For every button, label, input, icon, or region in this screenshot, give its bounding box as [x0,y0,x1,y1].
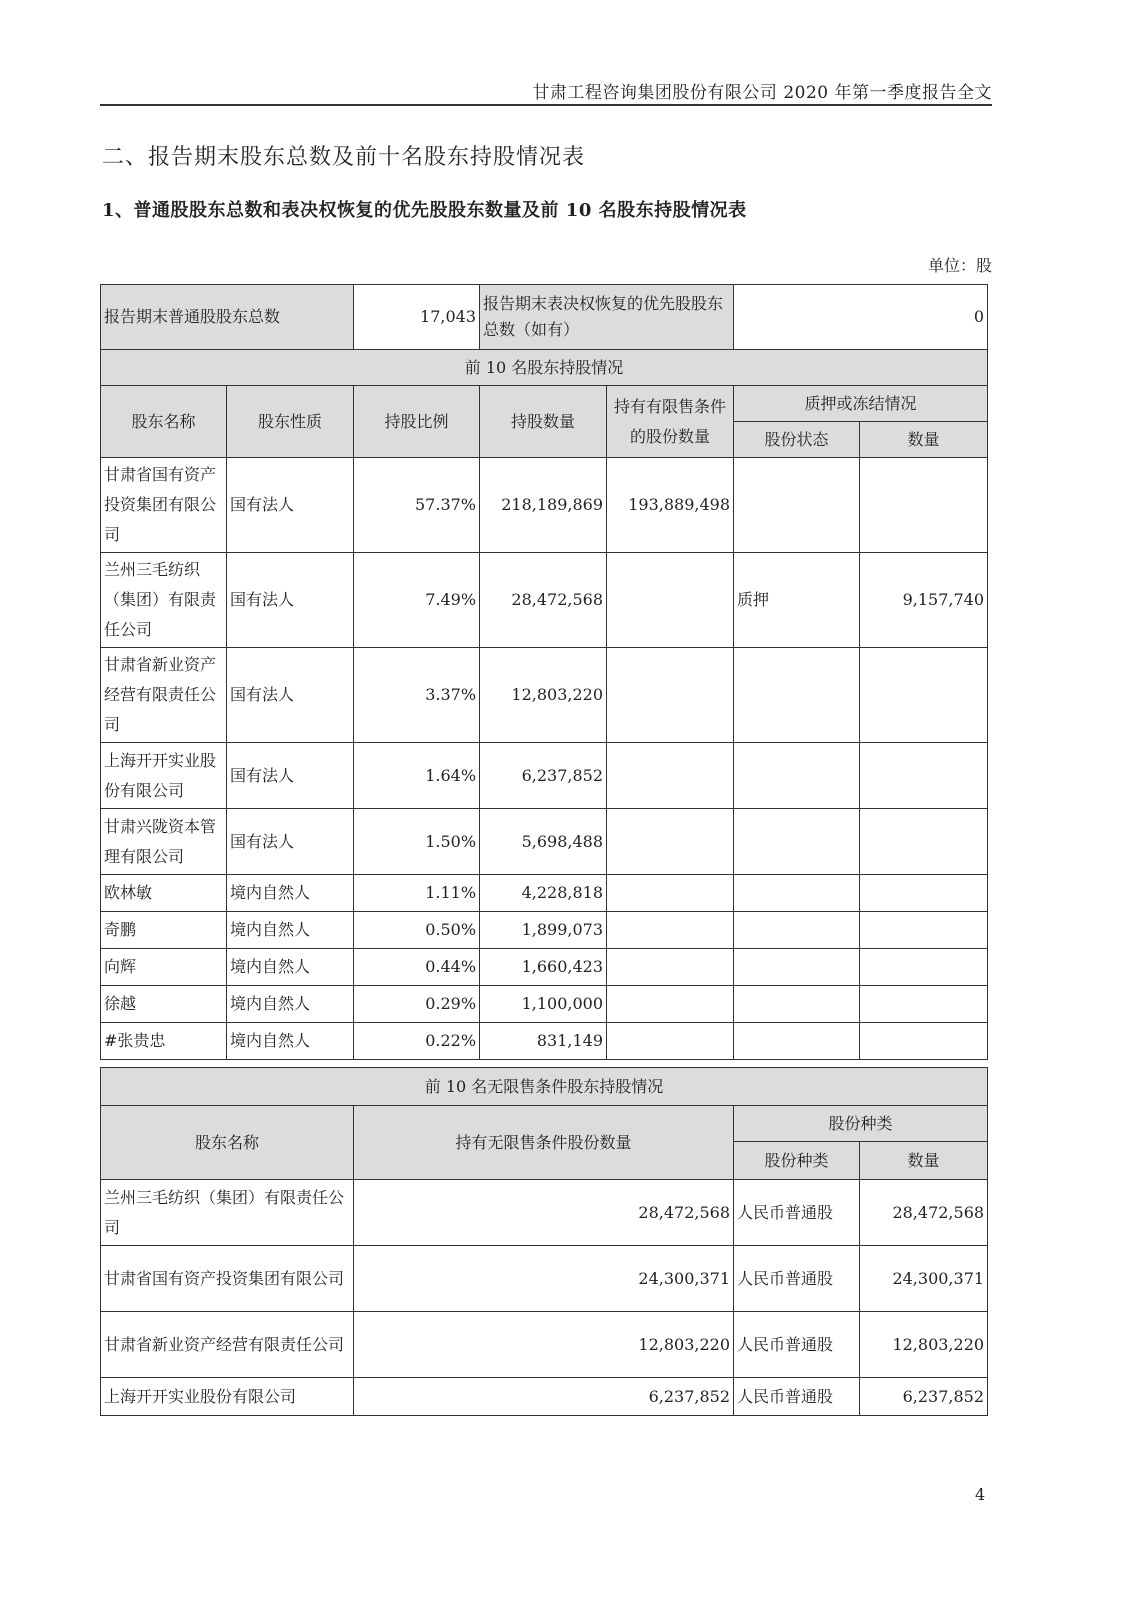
cell-quantity: 218,189,869 [480,458,607,553]
cell-ratio: 0.50% [354,912,480,949]
section-title: 二、报告期末股东总数及前十名股东持股情况表 [102,145,586,170]
shareholder-row [101,743,988,809]
unrestricted-row [101,1246,988,1312]
cell-name: 欧林敏 [101,875,227,912]
cell-nature: 国有法人 [227,809,354,875]
cell-quantity: 1,899,073 [480,912,607,949]
unrestricted-row [101,1378,988,1416]
header-divider [100,104,992,106]
shareholder-row [101,875,988,912]
shareholder-row [101,809,988,875]
cell-status [734,1023,860,1060]
top10-title: 前 10 名股东持股情况 [101,350,988,386]
cell-restricted [607,875,734,912]
cell-quantity: 28,472,568 [354,1180,734,1246]
col-header-nature: 股东性质 [227,386,354,458]
cell-nature: 国有法人 [227,743,354,809]
cell-restricted [607,1023,734,1060]
cell-status [734,648,860,743]
cell-type: 人民币普通股 [734,1312,860,1378]
shareholder-row [101,458,988,553]
cell-name: 兰州三毛纺织（集团）有限责任公司 [101,1180,354,1246]
cell-restricted [607,912,734,949]
cell-nature: 境内自然人 [227,1023,354,1060]
cell-nature: 境内自然人 [227,986,354,1023]
unrestricted-row [101,1180,988,1246]
shareholder-row [101,648,988,743]
cell-quantity: 1,660,423 [480,949,607,986]
cell-name: 甘肃省国有资产投资集团有限公司 [101,458,227,553]
cell-pledge-qty [860,912,988,949]
cell-type: 人民币普通股 [734,1180,860,1246]
cell-ratio: 0.22% [354,1023,480,1060]
cell-pledge-qty [860,1023,988,1060]
cell-status [734,875,860,912]
cell-restricted [607,743,734,809]
shareholder-row [101,949,988,986]
unrestricted-shareholders-table [100,1067,988,1416]
cell-ratio: 0.44% [354,949,480,986]
col-header-pledge-group: 质押或冻结情况 [734,386,988,422]
cell-ratio: 1.50% [354,809,480,875]
page-number: 4 [975,1485,986,1504]
unrestricted-header-type: 股份种类 [734,1142,860,1180]
cell-quantity: 24,300,371 [354,1246,734,1312]
col-header-quantity: 持股数量 [480,386,607,458]
cell-pledge-qty [860,809,988,875]
cell-restricted [607,949,734,986]
cell-pledge-qty [860,875,988,912]
unrestricted-title: 前 10 名无限售条件股东持股情况 [101,1068,988,1106]
cell-qty: 6,237,852 [860,1378,988,1416]
unrestricted-row [101,1312,988,1378]
cell-quantity: 5,698,488 [480,809,607,875]
cell-nature: 境内自然人 [227,912,354,949]
col-header-name: 股东名称 [101,386,227,458]
subsection-title: 1、普通股股东总数和表决权恢复的优先股股东数量及前 10 名股东持股情况表 [102,200,747,221]
cell-pledge-qty [860,949,988,986]
cell-name: #张贵忠 [101,1023,227,1060]
col-header-ratio: 持股比例 [354,386,480,458]
cell-name: 徐越 [101,986,227,1023]
cell-quantity: 12,803,220 [480,648,607,743]
col-header-restricted: 持有有限售条件的股份数量 [607,386,734,458]
preferred-holders-value: 0 [734,285,988,350]
common-holders-value: 17,043 [354,285,480,350]
common-holders-label: 报告期末普通股股东总数 [101,285,354,350]
cell-status [734,949,860,986]
cell-nature: 国有法人 [227,648,354,743]
cell-name: 上海开开实业股份有限公司 [101,1378,354,1416]
shareholder-row [101,1023,988,1060]
cell-name: 上海开开实业股份有限公司 [101,743,227,809]
cell-ratio: 3.37% [354,648,480,743]
cell-nature: 境内自然人 [227,949,354,986]
cell-ratio: 1.11% [354,875,480,912]
cell-name: 甘肃省国有资产投资集团有限公司 [101,1246,354,1312]
cell-quantity: 6,237,852 [480,743,607,809]
cell-type: 人民币普通股 [734,1378,860,1416]
shareholders-table [100,284,988,1060]
cell-type: 人民币普通股 [734,1246,860,1312]
cell-qty: 28,472,568 [860,1180,988,1246]
cell-name: 奇鹏 [101,912,227,949]
cell-pledge-qty [860,458,988,553]
cell-nature: 国有法人 [227,553,354,648]
cell-quantity: 831,149 [480,1023,607,1060]
cell-ratio: 7.49% [354,553,480,648]
unrestricted-header-name: 股东名称 [101,1106,354,1180]
col-header-pledge-qty: 数量 [860,422,988,458]
cell-status: 质押 [734,553,860,648]
cell-status [734,809,860,875]
cell-nature: 国有法人 [227,458,354,553]
cell-pledge-qty [860,648,988,743]
cell-ratio: 57.37% [354,458,480,553]
preferred-holders-label: 报告期末表决权恢复的优先股股东总数（如有） [480,285,734,350]
cell-restricted [607,986,734,1023]
unit-label: 单位：股 [927,256,992,275]
cell-quantity: 1,100,000 [480,986,607,1023]
cell-restricted: 193,889,498 [607,458,734,553]
cell-quantity: 28,472,568 [480,553,607,648]
cell-ratio: 1.64% [354,743,480,809]
cell-name: 向辉 [101,949,227,986]
cell-name: 甘肃省新业资产经营有限责任公司 [101,648,227,743]
cell-name: 兰州三毛纺织（集团）有限责任公司 [101,553,227,648]
cell-quantity: 4,228,818 [480,875,607,912]
shareholder-row [101,553,988,648]
cell-pledge-qty [860,986,988,1023]
cell-pledge-qty: 9,157,740 [860,553,988,648]
unrestricted-header-quantity: 持有无限售条件股份数量 [354,1106,734,1180]
cell-restricted [607,648,734,743]
cell-nature: 境内自然人 [227,875,354,912]
unrestricted-header-qty: 数量 [860,1142,988,1180]
cell-qty: 24,300,371 [860,1246,988,1312]
cell-qty: 12,803,220 [860,1312,988,1378]
cell-status [734,986,860,1023]
cell-quantity: 6,237,852 [354,1378,734,1416]
report-header: 甘肃工程咨询集团股份有限公司 2020 年第一季度报告全文 [532,83,992,103]
cell-name: 甘肃兴陇资本管理有限公司 [101,809,227,875]
cell-status [734,912,860,949]
cell-status [734,743,860,809]
shareholder-row [101,912,988,949]
cell-quantity: 12,803,220 [354,1312,734,1378]
shareholder-row [101,986,988,1023]
cell-ratio: 0.29% [354,986,480,1023]
unrestricted-header-type-group: 股份种类 [734,1106,988,1142]
cell-name: 甘肃省新业资产经营有限责任公司 [101,1312,354,1378]
cell-restricted [607,553,734,648]
cell-status [734,458,860,553]
col-header-pledge-status: 股份状态 [734,422,860,458]
cell-pledge-qty [860,743,988,809]
cell-restricted [607,809,734,875]
